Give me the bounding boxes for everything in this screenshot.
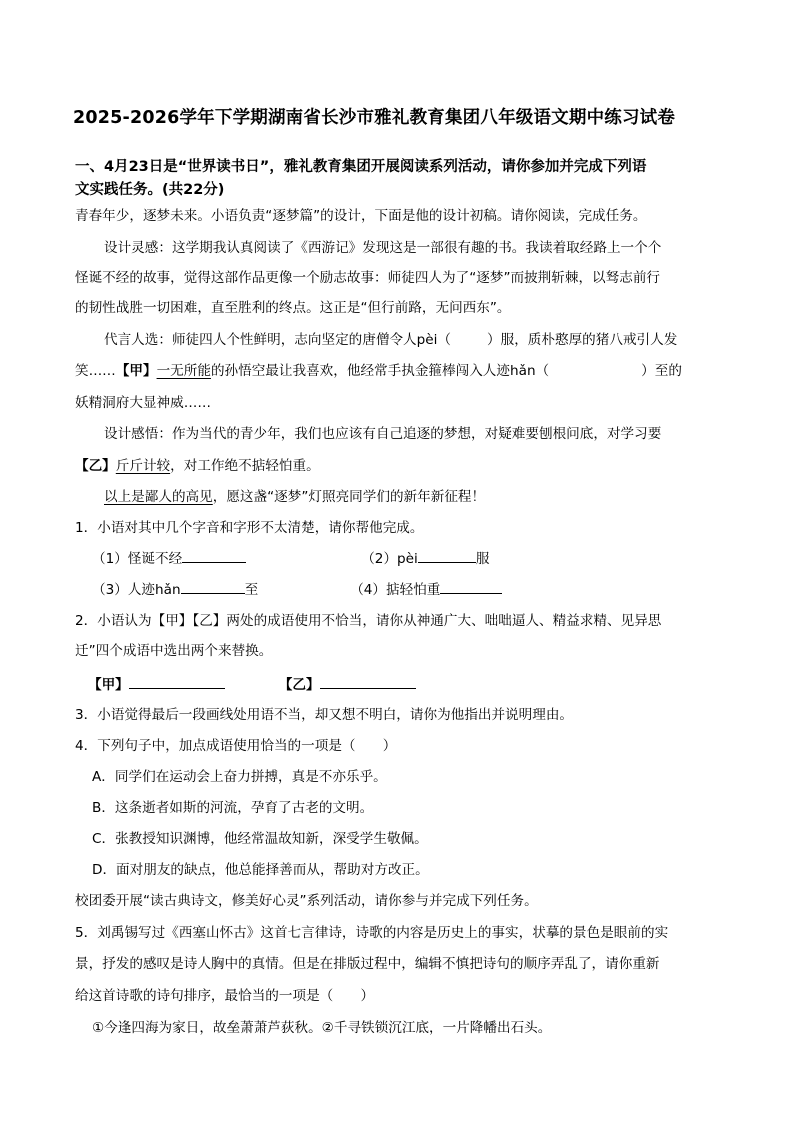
q1-item-2: （2）pèi: [361, 551, 418, 567]
feeling-line-2: [75, 454, 725, 478]
inspiration-line-3: 的韧性战胜一切困难，直至胜利的终点。这正是“但行前路，无问西东”。: [75, 300, 511, 316]
question-4-stem: 4．下列句子中，加点成语使用恰当的一项是（ ）: [75, 738, 397, 754]
section-heading-line-2: 文实践任务。(共22分): [75, 182, 225, 198]
q1-answer-blank-3[interactable]: [181, 579, 245, 594]
spokesman-text-1a: 代言人选：师徒四人个性鲜明，志向坚定的唐僧令人pèi（: [104, 332, 452, 348]
q1-item-1: （1）怪诞不经: [92, 551, 183, 567]
q1-item-2-after: 服: [475, 551, 490, 567]
mark-yi: 【乙】: [75, 458, 116, 474]
page-title: 2025-2026学年下学期湖南省长沙市雅礼教育集团八年级语文期中练习试卷: [73, 108, 676, 128]
inspiration-line-1: 设计灵感：这学期我认真阅读了《西游记》发现这是一部很有趣的书。我读着取经路上一个个: [104, 240, 662, 256]
feeling-text-2b: ，对工作绝不掂轻怕重。: [170, 458, 320, 474]
question-2-answers: [88, 673, 738, 697]
question-5-line-1: 5．刘禹锡写过《西塞山怀古》这首七言律诗，诗歌的内容是历史上的事实，状摹的景色是眼前的实: [75, 925, 669, 941]
spokesman-text-2b: 的孙悟空最让我喜欢，他经常手执金箍棒闯入人迹hǎn（: [210, 363, 550, 379]
q1-answer-blank-2[interactable]: [418, 548, 476, 563]
q4-option-c: C．张教授知识渊博，他经常温故知新，深受学生敬佩。: [92, 831, 428, 847]
feeling-line-1: 设计感悟：作为当代的青少年，我们也应该有自己追逐的梦想，对疑难要刨根问底，对学习要: [104, 426, 662, 442]
q1-item-3: （3）人迹hǎn: [92, 582, 181, 598]
spokesman-line-1: [104, 328, 754, 352]
spokesman-line-2: [75, 359, 725, 383]
q1-answer-blank-1[interactable]: [182, 548, 246, 563]
section-heading: [75, 156, 725, 202]
spokesman-text-2c: ）至的: [641, 363, 682, 379]
closing-rest: ，愿这盏“逐梦”灯照亮同学们的新年新征程！: [212, 489, 486, 505]
q5-poem-lines: ①今逢四海为家日，故垒萧萧芦荻秋。②千寻铁锁沉江底，一片降幡出石头。: [92, 1020, 552, 1036]
q4-option-b: B．这条逝者如斯的河流，孕育了古老的文明。: [92, 800, 374, 816]
idiom-yi: 斤斤计较: [115, 458, 171, 474]
inspiration-line-2: 怪诞不经的故事，觉得这部作品更像一个励志故事：师徒四人为了“逐梦”而披荆斩棘，以驽志前行: [75, 270, 661, 286]
question-1-row-1: [92, 547, 742, 571]
idiom-jia: 一无所能: [156, 363, 211, 379]
mark-jia: 【甲】: [115, 363, 157, 379]
section-heading-line-1: 一、4月23日是“世界读书日”，雅礼教育集团开展阅读系列活动，请你参加并完成下列语: [75, 159, 647, 175]
question-5-line-2: 景，抒发的感叹是诗人胸中的真情。但是在排版过程中，编辑不慎把诗句的顺序弄乱了，请你重新: [75, 956, 660, 972]
closing-underlined: 以上是鄙人的高见: [104, 489, 213, 505]
q1-item-4: （4）掂轻怕重: [350, 582, 441, 598]
q2-label-yi: 【乙】: [278, 677, 320, 693]
intro-text: 青春年少，逐梦未来。小语负责“逐梦篇”的设计，下面是他的设计初稿。请你阅读，完成任务。: [75, 208, 647, 224]
spokesman-text-2a: 笑……: [75, 363, 116, 379]
q4-option-a: A．同学们在运动会上奋力拼搏，真是不亦乐乎。: [92, 769, 387, 785]
question-1-stem: 1．小语对其中几个字音和字形不太清楚，请你帮他完成。: [75, 520, 424, 536]
transition-text: 校团委开展“读古典诗文，修美好心灵”系列活动，请你参与并完成下列任务。: [75, 893, 538, 909]
question-1-row-2: [92, 578, 742, 602]
spokesman-text-1b: ）服，质朴憨厚的猪八戒引人发: [487, 332, 678, 348]
question-5-line-3: 给这首诗歌的诗句排序，最恰当的一项是（ ）: [75, 988, 375, 1004]
q2-label-jia: 【甲】: [88, 677, 129, 693]
spokesman-line-3: 妖精洞府大显神威……: [75, 395, 211, 411]
question-2-line-2: 迁”四个成语中选出两个来替换。: [75, 643, 273, 659]
question-2-line-1: 2．小语认为【甲】【乙】两处的成语使用不恰当，请你从神通广大、咄咄逼人、精益求精、见异思: [75, 613, 662, 629]
q2-answer-blank-jia[interactable]: [129, 674, 225, 689]
q1-item-3-after: 至: [244, 582, 259, 598]
question-3-stem: 3．小语觉得最后一段画线处用语不当，却又想不明白，请你为他指出并说明理由。: [75, 707, 574, 723]
q1-answer-blank-4[interactable]: [440, 579, 502, 594]
closing-line: [104, 485, 754, 509]
q2-answer-blank-yi[interactable]: [320, 674, 416, 689]
q4-option-d: D．面对朋友的缺点，他总能择善而从，帮助对方改正。: [92, 862, 429, 878]
